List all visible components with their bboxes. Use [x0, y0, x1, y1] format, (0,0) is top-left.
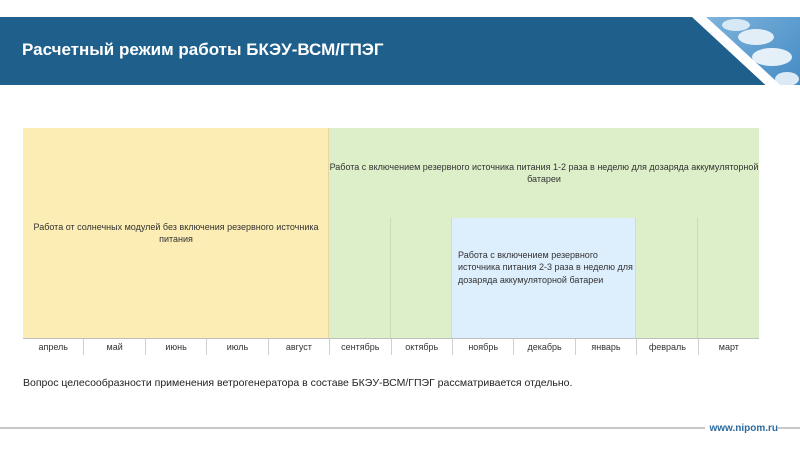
- month-cell: март: [718, 342, 739, 352]
- month-cell: август: [269, 339, 330, 355]
- months-row: [23, 338, 759, 355]
- zone-reserve-weekly-label: Работа с включением резервного источника питания 1-2 раза в неделю для дозаряда аккумуляторной батареи: [329, 162, 759, 184]
- month-cell: ноябрь: [453, 339, 514, 355]
- month-grid-line: [697, 218, 698, 338]
- month-cell: сентябрь: [330, 339, 391, 355]
- month-cell: январь: [576, 339, 637, 355]
- month-cell: июль: [207, 339, 268, 355]
- website-link[interactable]: www.nipom.ru: [705, 423, 778, 434]
- zone-reserve-frequent-label: Работа с включением резервного источника питания 2-3 раза в неделю для дозаряда аккумуляторной батареи: [458, 250, 633, 285]
- sky-photo-corner-icon: [692, 17, 800, 85]
- month-cell: май: [84, 339, 145, 355]
- month-grid-line: [390, 218, 391, 338]
- month-cell: февраль: [637, 339, 698, 355]
- header-bar: [0, 17, 800, 85]
- month-cell: июнь: [146, 339, 207, 355]
- month-cell: октябрь: [392, 339, 453, 355]
- month-cell: апрель: [23, 339, 84, 355]
- top-strip: [0, 0, 800, 17]
- zone-solar-only-label: Работа от солнечных модулей без включения резервного источника питания: [33, 222, 319, 244]
- wind-generator-note: Вопрос целесообразности применения ветрогенератора в составе БКЭУ-ВСМ/ГПЭГ рассматривается отдельно.: [23, 377, 573, 389]
- work-mode-schedule: [23, 128, 759, 355]
- page-title: Расчетный режим работы БКЭУ-ВСМ/ГПЭГ: [22, 40, 384, 59]
- footer-divider: [0, 427, 800, 429]
- month-cell: декабрь: [514, 339, 575, 355]
